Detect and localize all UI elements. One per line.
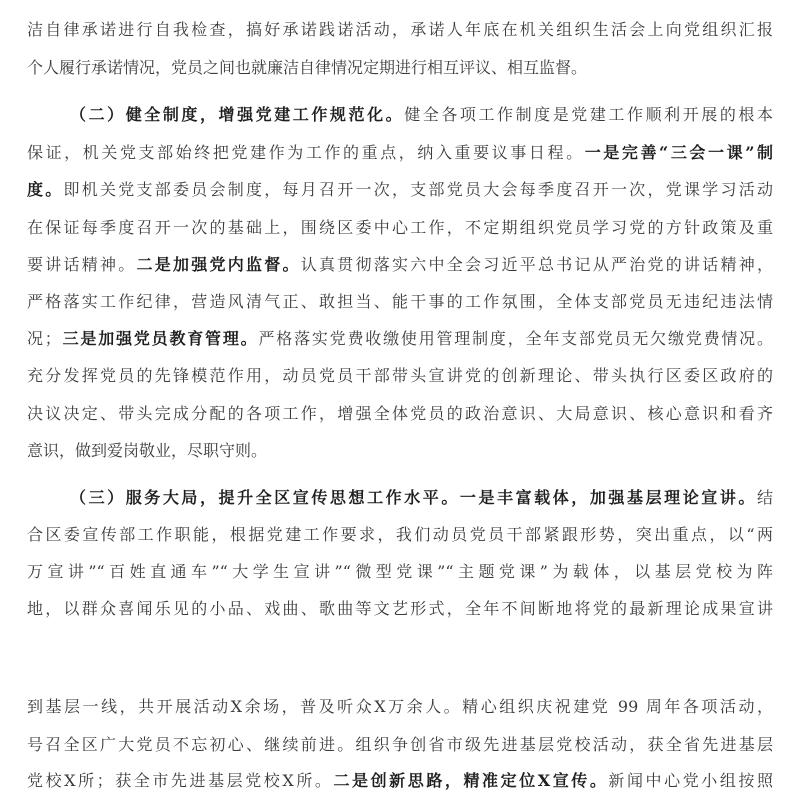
text-segment: 严格落实党费收缴使用管理制度，全年支部党员无欠缴党费情况。 (258, 329, 773, 348)
text-line (27, 53, 773, 83)
text-segment: 个人履行承诺情况，党员之间也就廉洁自律情况定期进行相互评议、相互监督。 (27, 58, 588, 77)
text-segment: 结 (756, 488, 773, 507)
text-line (27, 730, 773, 760)
bold-text-segment: 一是完善“三会一课”制 (584, 143, 773, 162)
text-segment: 充分发挥党员的先锋模范作用，动员党员干部带头宣讲党的创新理论、带头执行区委区政府的 (27, 366, 773, 385)
text-line (27, 436, 773, 466)
text-segment: 到基层一线，共开展活动X余场，普及听众X万余人。精心组织庆祝建党 99 周年各项活动， (27, 697, 773, 716)
text-line (27, 361, 773, 391)
text-line (70, 100, 773, 130)
text-segment: 决议决定、带头完成分配的各项工作，增强全体党员的政治意识、大局意识、核心意识和看齐 (27, 404, 773, 423)
text-segment: 健全各项工作制度是党建工作顺利开展的根本 (404, 105, 773, 124)
text-line (27, 557, 773, 587)
text-line (70, 483, 773, 513)
text-segment: 认真贯彻落实六中全会习近平总书记从严治党的讲话精神， (300, 255, 773, 274)
text-line (27, 766, 773, 796)
text-segment: 党校X所；获全市先进基层党校X所。 (27, 771, 334, 790)
text-line (27, 175, 773, 205)
text-segment: 新闻中心党小组按照 (608, 771, 773, 790)
text-segment: 洁自律承诺进行自我检查，搞好承诺践诺活动，承诺人年底在机关组织生活会上向党组织汇报 (27, 20, 773, 39)
text-line (27, 692, 773, 722)
text-segment: 号召全区广大党员不忘初心、继续前进。组织争创省市级先进基层党校活动，获全省先进基层 (27, 735, 773, 754)
bold-text-segment: 二是加强党内监督。 (136, 255, 301, 274)
text-segment: 保证，机关党支部始终把党建作为工作的重点，纳入重要议事日程。 (27, 143, 585, 162)
text-line (27, 594, 773, 624)
text-segment: 况； (27, 329, 61, 348)
text-segment: 意识，做到爱岗敬业，尽职守则。 (27, 441, 268, 460)
bold-text-segment: 二是创新思路，精准定位X宣传。 (333, 771, 609, 790)
text-line (27, 287, 773, 317)
text-segment: 合区委宣传部工作职能，根据党建工作要求，我们动员党员干部紧跟形势，突出重点，以“两 (27, 525, 773, 544)
text-segment: 即机关党支部委员会制度，每月召开一次，支部党员大会每季度召开一次，党课学习活动 (63, 180, 773, 199)
text-line (27, 15, 773, 45)
text-segment: 严格落实工作纪律，营造风清气正、敢担当、能干事的工作氛围，全体支部党员无违纪违法情 (27, 292, 773, 311)
text-line (27, 138, 773, 168)
text-line (27, 520, 773, 550)
text-line (27, 324, 773, 354)
bold-text-segment: 三是加强党员教育管理。 (60, 329, 259, 348)
text-segment: 要讲话精神。 (27, 255, 137, 274)
text-line (27, 250, 773, 280)
text-line (27, 213, 773, 243)
text-segment: 万宣讲”“百姓直通车”“大学生宣讲”“微型党课”“主题党课”为载体，以基层党校为阵 (27, 562, 773, 581)
bold-text-segment: （三）服务大局，提升全区宣传思想工作水平。一是丰富载体，加强基层理论宣讲。 (70, 488, 757, 507)
text-line (27, 399, 773, 429)
bold-text-segment: 度。 (27, 180, 64, 199)
text-segment: 在保证每季度召开一次的基础上，围绕区委中心工作，不定期组织党员学习党的方针政策及重 (27, 218, 773, 237)
bold-text-segment: （二）健全制度，增强党建工作规范化。 (70, 105, 405, 124)
text-segment: 地，以群众喜闻乐见的小品、戏曲、歌曲等文艺形式，全年不间断地将党的最新理论成果宣讲 (27, 599, 773, 618)
